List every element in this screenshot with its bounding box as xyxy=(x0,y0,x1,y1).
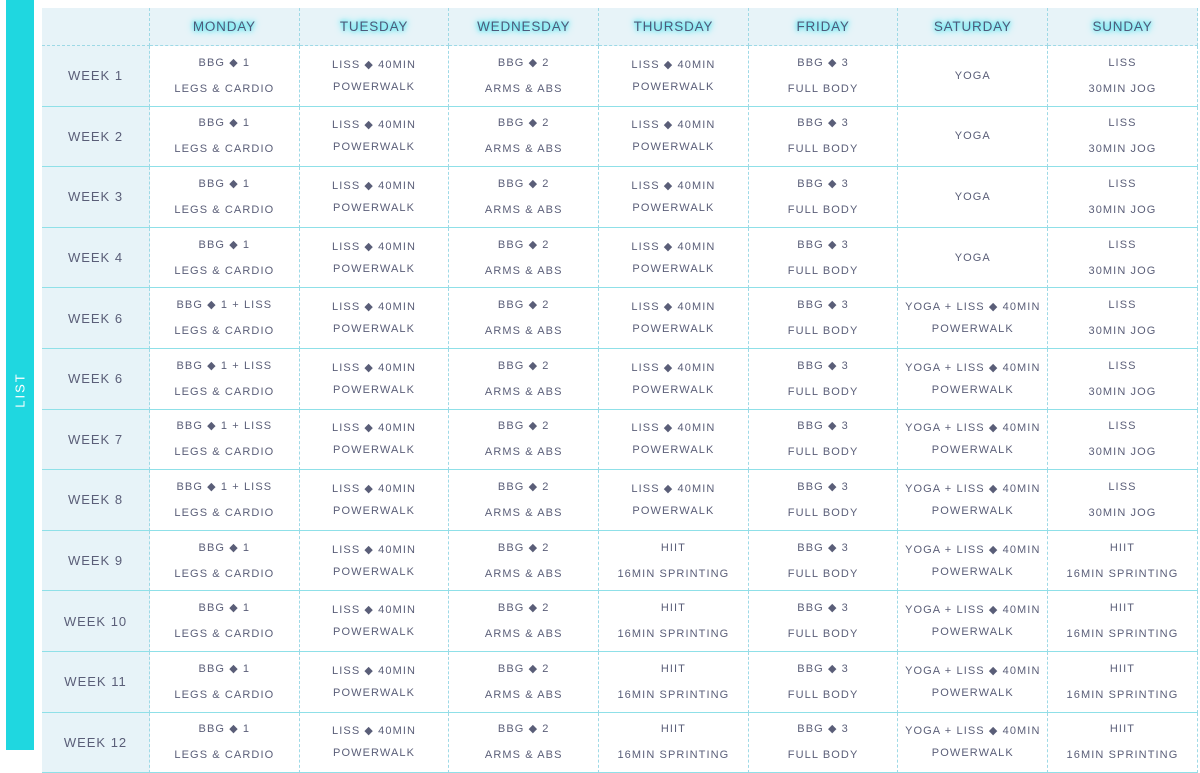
activity-cell-tuesday[interactable] xyxy=(300,470,450,531)
activity-title: YOGA + LISS ◆ 40MIN xyxy=(905,422,1041,435)
activity-title: LISS ◆ 40MIN xyxy=(332,58,417,71)
activity-cell-thursday[interactable] xyxy=(599,410,749,471)
activity-title: BBG ◆ 1 xyxy=(198,177,251,190)
activity-title: BBG ◆ 1 + LISS xyxy=(176,480,273,493)
activity-title: HIIT xyxy=(1109,662,1136,675)
activity-cell-saturday[interactable] xyxy=(898,288,1048,349)
activity-title: BBG ◆ 1 + LISS xyxy=(176,359,273,372)
activity-cell-wednesday[interactable] xyxy=(449,107,599,168)
activity-detail: 16MIN SPRINTING xyxy=(617,749,730,762)
activity-cell-sunday[interactable] xyxy=(1048,167,1198,228)
activity-detail: LEGS & CARDIO xyxy=(174,749,275,762)
day-header-friday: FRIDAY xyxy=(749,8,899,46)
activity-detail: POWERWALK xyxy=(931,504,1014,517)
activity-detail: POWERWALK xyxy=(632,141,715,154)
activity-cell-tuesday[interactable] xyxy=(300,288,450,349)
activity-detail: POWERWALK xyxy=(632,262,715,275)
activity-detail: POWERWALK xyxy=(333,323,416,336)
activity-detail: 30MIN JOG xyxy=(1088,143,1157,156)
week-label: WEEK 11 xyxy=(42,652,150,713)
activity-detail: POWERWALK xyxy=(333,262,416,275)
week-label: WEEK 12 xyxy=(42,713,150,773)
activity-title: YOGA + LISS ◆ 40MIN xyxy=(905,543,1041,556)
activity-title: YOGA xyxy=(954,130,991,143)
activity-title: BBG ◆ 2 xyxy=(497,56,550,69)
activity-title: LISS ◆ 40MIN xyxy=(332,543,417,556)
activity-detail: POWERWALK xyxy=(931,323,1014,336)
activity-title: LISS ◆ 40MIN xyxy=(332,604,417,617)
activity-detail: LEGS & CARDIO xyxy=(174,143,275,156)
activity-title: LISS ◆ 40MIN xyxy=(631,240,716,253)
activity-cell-friday[interactable] xyxy=(749,713,899,773)
activity-cell-friday[interactable] xyxy=(749,531,899,592)
activity-title: BBG ◆ 1 xyxy=(198,662,251,675)
activity-detail: LEGS & CARDIO xyxy=(174,264,275,277)
activity-cell-saturday[interactable] xyxy=(898,107,1048,168)
activity-title: BBG ◆ 1 xyxy=(198,723,251,736)
activity-cell-tuesday[interactable] xyxy=(300,107,450,168)
activity-cell-saturday[interactable] xyxy=(898,531,1048,592)
activity-detail: ARMS & ABS xyxy=(484,749,563,762)
activity-title: BBG ◆ 3 xyxy=(797,480,849,493)
activity-detail: FULL BODY xyxy=(787,82,859,95)
activity-detail: POWERWALK xyxy=(333,747,416,760)
activity-title: BBG ◆ 3 xyxy=(797,299,849,312)
activity-detail: POWERWALK xyxy=(333,565,416,578)
activity-detail: POWERWALK xyxy=(632,444,715,457)
day-header-wednesday: WEDNESDAY xyxy=(449,8,599,46)
activity-detail: 30MIN JOG xyxy=(1088,385,1157,398)
activity-title: LISS xyxy=(1108,56,1137,69)
activity-detail: POWERWALK xyxy=(333,444,416,457)
activity-detail: POWERWALK xyxy=(931,686,1014,699)
activity-detail: ARMS & ABS xyxy=(484,506,563,519)
activity-title: BBG ◆ 3 xyxy=(797,541,849,554)
activity-cell-sunday[interactable] xyxy=(1048,713,1198,773)
activity-title: YOGA xyxy=(954,69,991,82)
activity-title: LISS xyxy=(1108,359,1137,372)
activity-detail: POWERWALK xyxy=(333,80,416,93)
activity-title: LISS ◆ 40MIN xyxy=(332,422,417,435)
activity-detail: POWERWALK xyxy=(632,323,715,336)
activity-detail: POWERWALK xyxy=(931,747,1014,760)
activity-detail: FULL BODY xyxy=(787,567,859,580)
activity-cell-sunday[interactable] xyxy=(1048,228,1198,289)
activity-detail: POWERWALK xyxy=(931,565,1014,578)
activity-title: HIIT xyxy=(1109,602,1136,615)
activity-cell-wednesday[interactable] xyxy=(449,349,599,410)
activity-title: LISS ◆ 40MIN xyxy=(332,482,417,495)
sidebar-list-tab[interactable] xyxy=(6,0,34,750)
week-label: WEEK 9 xyxy=(42,531,150,592)
day-header-saturday: SATURDAY xyxy=(898,8,1048,46)
activity-cell-tuesday[interactable] xyxy=(300,46,450,107)
activity-title: LISS xyxy=(1108,177,1137,190)
activity-cell-tuesday[interactable] xyxy=(300,713,450,773)
activity-cell-thursday[interactable] xyxy=(599,107,749,168)
activity-cell-saturday[interactable] xyxy=(898,591,1048,652)
activity-title: LISS xyxy=(1108,420,1137,433)
activity-detail: ARMS & ABS xyxy=(484,82,563,95)
activity-title: LISS ◆ 40MIN xyxy=(631,119,716,132)
activity-cell-friday[interactable] xyxy=(749,470,899,531)
activity-title: LISS ◆ 40MIN xyxy=(631,301,716,314)
activity-cell-thursday[interactable] xyxy=(599,349,749,410)
activity-detail: 30MIN JOG xyxy=(1088,82,1157,95)
activity-title: YOGA + LISS ◆ 40MIN xyxy=(905,482,1041,495)
activity-title: YOGA xyxy=(954,190,991,203)
activity-title: LISS ◆ 40MIN xyxy=(332,179,417,192)
activity-title: LISS xyxy=(1108,480,1137,493)
activity-title: YOGA + LISS ◆ 40MIN xyxy=(905,664,1041,677)
activity-detail: 16MIN SPRINTING xyxy=(617,688,730,701)
activity-detail: FULL BODY xyxy=(787,506,859,519)
activity-cell-thursday[interactable] xyxy=(599,652,749,713)
activity-cell-friday[interactable] xyxy=(749,288,899,349)
activity-detail: FULL BODY xyxy=(787,749,859,762)
activity-detail: ARMS & ABS xyxy=(484,325,563,338)
activity-detail: ARMS & ABS xyxy=(484,628,563,641)
activity-cell-sunday[interactable] xyxy=(1048,288,1198,349)
activity-cell-tuesday[interactable] xyxy=(300,228,450,289)
activity-detail: POWERWALK xyxy=(333,686,416,699)
activity-detail: FULL BODY xyxy=(787,628,859,641)
activity-cell-thursday[interactable] xyxy=(599,288,749,349)
activity-title: BBG ◆ 3 xyxy=(797,238,849,251)
activity-cell-wednesday[interactable] xyxy=(449,46,599,107)
activity-cell-sunday[interactable] xyxy=(1048,591,1198,652)
activity-title: BBG ◆ 3 xyxy=(797,177,849,190)
activity-detail: 16MIN SPRINTING xyxy=(1066,688,1179,701)
activity-cell-saturday[interactable] xyxy=(898,46,1048,107)
activity-detail: POWERWALK xyxy=(931,444,1014,457)
activity-cell-sunday[interactable] xyxy=(1048,470,1198,531)
activity-detail: POWERWALK xyxy=(632,504,715,517)
activity-title: BBG ◆ 3 xyxy=(797,117,849,130)
activity-detail: 16MIN SPRINTING xyxy=(1066,567,1179,580)
activity-cell-wednesday[interactable] xyxy=(449,713,599,773)
activity-title: HIIT xyxy=(1109,541,1136,554)
activity-cell-friday[interactable] xyxy=(749,410,899,471)
activity-title: HIIT xyxy=(660,662,686,675)
activity-detail: FULL BODY xyxy=(787,385,859,398)
activity-title: BBG ◆ 2 xyxy=(497,662,550,675)
activity-detail: LEGS & CARDIO xyxy=(174,628,275,641)
activity-title: BBG ◆ 1 + LISS xyxy=(176,299,273,312)
activity-title: LISS xyxy=(1108,117,1137,130)
activity-detail: ARMS & ABS xyxy=(484,567,563,580)
week-label: WEEK 2 xyxy=(42,107,150,168)
activity-title: BBG ◆ 1 xyxy=(198,56,251,69)
week-label: WEEK 8 xyxy=(42,470,150,531)
activity-title: BBG ◆ 2 xyxy=(497,299,550,312)
activity-cell-thursday[interactable] xyxy=(599,228,749,289)
activity-title: HIIT xyxy=(660,723,686,736)
activity-detail: POWERWALK xyxy=(333,383,416,396)
activity-title: YOGA + LISS ◆ 40MIN xyxy=(905,604,1041,617)
activity-title: BBG ◆ 3 xyxy=(797,420,849,433)
activity-detail: 30MIN JOG xyxy=(1088,203,1157,216)
activity-cell-sunday[interactable] xyxy=(1048,107,1198,168)
activity-detail: LEGS & CARDIO xyxy=(174,325,275,338)
activity-detail: LEGS & CARDIO xyxy=(174,203,275,216)
activity-detail: 16MIN SPRINTING xyxy=(617,567,730,580)
activity-cell-monday[interactable] xyxy=(150,713,300,773)
activity-detail: POWERWALK xyxy=(931,383,1014,396)
activity-cell-wednesday[interactable] xyxy=(449,167,599,228)
activity-title: LISS ◆ 40MIN xyxy=(631,58,716,71)
activity-detail: FULL BODY xyxy=(787,446,859,459)
activity-cell-monday[interactable] xyxy=(150,107,300,168)
activity-cell-wednesday[interactable] xyxy=(449,470,599,531)
activity-cell-sunday[interactable] xyxy=(1048,652,1198,713)
activity-detail: POWERWALK xyxy=(632,383,715,396)
activity-title: BBG ◆ 2 xyxy=(497,723,550,736)
activity-cell-friday[interactable] xyxy=(749,349,899,410)
activity-cell-wednesday[interactable] xyxy=(449,652,599,713)
activity-detail: 30MIN JOG xyxy=(1088,446,1157,459)
activity-cell-tuesday[interactable] xyxy=(300,167,450,228)
activity-detail: POWERWALK xyxy=(333,201,416,214)
activity-cell-saturday[interactable] xyxy=(898,652,1048,713)
activity-title: BBG ◆ 1 xyxy=(198,238,251,251)
activity-cell-friday[interactable] xyxy=(749,591,899,652)
activity-detail: 16MIN SPRINTING xyxy=(617,628,730,641)
activity-detail: 30MIN JOG xyxy=(1088,325,1157,338)
activity-title: BBG ◆ 3 xyxy=(797,56,849,69)
activity-detail: POWERWALK xyxy=(632,201,715,214)
activity-cell-monday[interactable] xyxy=(150,652,300,713)
activity-title: YOGA + LISS ◆ 40MIN xyxy=(905,361,1041,374)
activity-cell-tuesday[interactable] xyxy=(300,349,450,410)
activity-detail: LEGS & CARDIO xyxy=(174,82,275,95)
activity-title: HIIT xyxy=(660,602,686,615)
activity-title: LISS xyxy=(1108,238,1137,251)
activity-cell-monday[interactable] xyxy=(150,591,300,652)
sidebar-label: LIST xyxy=(12,372,28,408)
activity-detail: POWERWALK xyxy=(333,504,416,517)
activity-cell-thursday[interactable] xyxy=(599,46,749,107)
activity-title: YOGA xyxy=(954,251,991,264)
activity-cell-tuesday[interactable] xyxy=(300,531,450,592)
day-header-sunday: SUNDAY xyxy=(1048,8,1198,46)
activity-title: HIIT xyxy=(1109,723,1136,736)
activity-detail: ARMS & ABS xyxy=(484,264,563,277)
activity-detail: LEGS & CARDIO xyxy=(174,688,275,701)
activity-cell-monday[interactable] xyxy=(150,46,300,107)
activity-title: BBG ◆ 2 xyxy=(497,541,550,554)
activity-title: LISS ◆ 40MIN xyxy=(631,361,716,374)
activity-cell-monday[interactable] xyxy=(150,470,300,531)
activity-detail: FULL BODY xyxy=(787,688,859,701)
activity-detail: 30MIN JOG xyxy=(1088,506,1157,519)
activity-detail: LEGS & CARDIO xyxy=(174,446,275,459)
activity-title: LISS ◆ 40MIN xyxy=(631,422,716,435)
activity-cell-tuesday[interactable] xyxy=(300,652,450,713)
workout-schedule-table xyxy=(42,8,1198,773)
activity-title: HIIT xyxy=(660,541,686,554)
activity-cell-monday[interactable] xyxy=(150,167,300,228)
activity-title: BBG ◆ 2 xyxy=(497,420,550,433)
activity-cell-wednesday[interactable] xyxy=(449,228,599,289)
activity-title: LISS ◆ 40MIN xyxy=(332,725,417,738)
activity-detail: ARMS & ABS xyxy=(484,385,563,398)
week-label: WEEK 6 xyxy=(42,349,150,410)
activity-detail: POWERWALK xyxy=(333,626,416,639)
activity-title: BBG ◆ 1 xyxy=(198,602,251,615)
activity-cell-monday[interactable] xyxy=(150,349,300,410)
activity-title: BBG ◆ 1 xyxy=(198,541,251,554)
activity-title: BBG ◆ 3 xyxy=(797,723,849,736)
activity-cell-thursday[interactable] xyxy=(599,591,749,652)
activity-title: LISS ◆ 40MIN xyxy=(332,240,417,253)
activity-cell-thursday[interactable] xyxy=(599,713,749,773)
activity-cell-saturday[interactable] xyxy=(898,228,1048,289)
activity-detail: FULL BODY xyxy=(787,325,859,338)
activity-cell-saturday[interactable] xyxy=(898,713,1048,773)
week-label: WEEK 4 xyxy=(42,228,150,289)
activity-cell-wednesday[interactable] xyxy=(449,591,599,652)
activity-detail: FULL BODY xyxy=(787,143,859,156)
activity-detail: LEGS & CARDIO xyxy=(174,567,275,580)
activity-cell-thursday[interactable] xyxy=(599,531,749,592)
activity-detail: ARMS & ABS xyxy=(484,203,563,216)
day-header-thursday: THURSDAY xyxy=(599,8,749,46)
activity-detail: 30MIN JOG xyxy=(1088,264,1157,277)
activity-title: BBG ◆ 2 xyxy=(497,359,550,372)
activity-title: YOGA + LISS ◆ 40MIN xyxy=(905,301,1041,314)
activity-cell-sunday[interactable] xyxy=(1048,531,1198,592)
activity-cell-tuesday[interactable] xyxy=(300,410,450,471)
activity-title: BBG ◆ 2 xyxy=(497,602,550,615)
activity-cell-friday[interactable] xyxy=(749,46,899,107)
activity-cell-saturday[interactable] xyxy=(898,349,1048,410)
day-header-tuesday: TUESDAY xyxy=(300,8,450,46)
activity-title: BBG ◆ 3 xyxy=(797,359,849,372)
activity-title: LISS ◆ 40MIN xyxy=(332,664,417,677)
activity-cell-tuesday[interactable] xyxy=(300,591,450,652)
activity-detail: ARMS & ABS xyxy=(484,143,563,156)
activity-cell-thursday[interactable] xyxy=(599,470,749,531)
activity-title: LISS ◆ 40MIN xyxy=(332,301,417,314)
activity-title: LISS ◆ 40MIN xyxy=(332,361,417,374)
activity-detail: FULL BODY xyxy=(787,264,859,277)
activity-cell-thursday[interactable] xyxy=(599,167,749,228)
activity-detail: ARMS & ABS xyxy=(484,688,563,701)
activity-detail: POWERWALK xyxy=(931,626,1014,639)
activity-cell-wednesday[interactable] xyxy=(449,288,599,349)
week-label: WEEK 10 xyxy=(42,591,150,652)
activity-title: BBG ◆ 1 + LISS xyxy=(176,420,273,433)
activity-cell-saturday[interactable] xyxy=(898,167,1048,228)
activity-cell-monday[interactable] xyxy=(150,288,300,349)
activity-detail: LEGS & CARDIO xyxy=(174,506,275,519)
activity-cell-saturday[interactable] xyxy=(898,470,1048,531)
activity-title: LISS ◆ 40MIN xyxy=(332,119,417,132)
activity-title: LISS xyxy=(1108,299,1137,312)
activity-detail: POWERWALK xyxy=(632,80,715,93)
activity-title: BBG ◆ 2 xyxy=(497,480,550,493)
week-label: WEEK 1 xyxy=(42,46,150,107)
activity-title: BBG ◆ 3 xyxy=(797,662,849,675)
activity-cell-friday[interactable] xyxy=(749,228,899,289)
activity-detail: LEGS & CARDIO xyxy=(174,385,275,398)
activity-cell-monday[interactable] xyxy=(150,410,300,471)
week-label: WEEK 6 xyxy=(42,288,150,349)
activity-cell-monday[interactable] xyxy=(150,531,300,592)
activity-detail: POWERWALK xyxy=(333,141,416,154)
activity-title: BBG ◆ 2 xyxy=(497,117,550,130)
activity-title: LISS ◆ 40MIN xyxy=(631,482,716,495)
activity-cell-friday[interactable] xyxy=(749,652,899,713)
activity-title: BBG ◆ 2 xyxy=(497,177,550,190)
activity-title: BBG ◆ 3 xyxy=(797,602,849,615)
activity-cell-saturday[interactable] xyxy=(898,410,1048,471)
activity-cell-sunday[interactable] xyxy=(1048,410,1198,471)
week-label: WEEK 3 xyxy=(42,167,150,228)
activity-cell-friday[interactable] xyxy=(749,167,899,228)
activity-detail: 16MIN SPRINTING xyxy=(1066,628,1179,641)
week-label: WEEK 7 xyxy=(42,410,150,471)
activity-cell-wednesday[interactable] xyxy=(449,531,599,592)
activity-title: YOGA + LISS ◆ 40MIN xyxy=(905,725,1041,738)
activity-detail: FULL BODY xyxy=(787,203,859,216)
activity-detail: 16MIN SPRINTING xyxy=(1066,749,1179,762)
activity-title: BBG ◆ 2 xyxy=(497,238,550,251)
day-header-monday: MONDAY xyxy=(150,8,300,46)
activity-cell-sunday[interactable] xyxy=(1048,46,1198,107)
activity-cell-friday[interactable] xyxy=(749,107,899,168)
header-corner xyxy=(42,8,150,46)
activity-title: LISS ◆ 40MIN xyxy=(631,179,716,192)
activity-cell-wednesday[interactable] xyxy=(449,410,599,471)
activity-title: BBG ◆ 1 xyxy=(198,117,251,130)
activity-cell-monday[interactable] xyxy=(150,228,300,289)
activity-detail: ARMS & ABS xyxy=(484,446,563,459)
activity-cell-sunday[interactable] xyxy=(1048,349,1198,410)
